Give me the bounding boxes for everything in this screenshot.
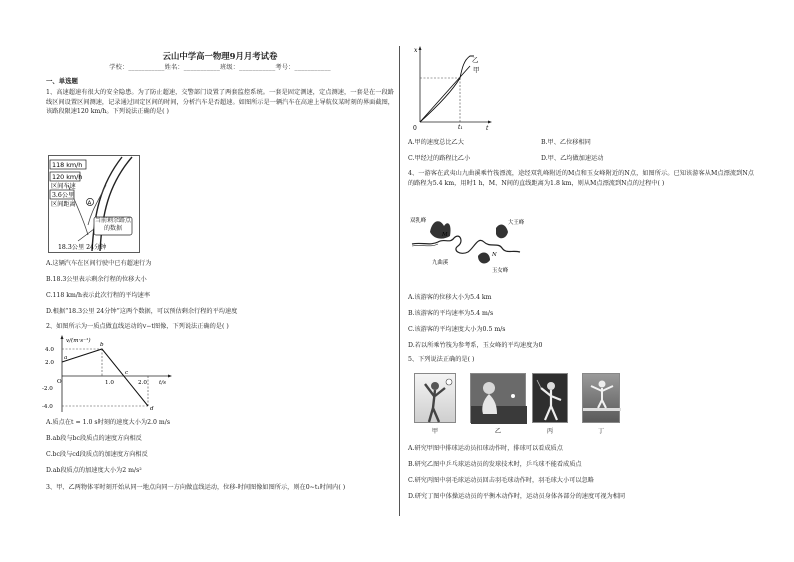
q2-point-a: a <box>64 355 68 361</box>
q2-y-tick-4: 4.0 <box>45 347 54 353</box>
q3-option-b[interactable]: B.甲、乙位移相同 <box>541 139 591 146</box>
q1-option-b[interactable]: B.18.3公里表示剩余行程的位移大小 <box>46 276 147 283</box>
q2-point-b: b <box>100 342 104 348</box>
q1-label-interval-distance: 区间距离 <box>51 201 76 208</box>
q3-origin: 0 <box>413 125 417 132</box>
q5-caption-ding: 丁 <box>597 428 605 435</box>
q4-river-map <box>408 212 528 282</box>
q5-option-d[interactable]: D.研究丁图中体操运动员的平衡木动作时，运动员身体各部分的速度可视为相同 <box>408 493 626 500</box>
q5-photo-volleyball <box>414 373 456 423</box>
pingpong-player-icon <box>471 374 527 424</box>
q2-y-axis-label: v/(m·s⁻¹) <box>66 338 91 344</box>
q2-y-tick-neg2: -2.0 <box>42 386 53 392</box>
q2-origin: O <box>57 379 62 385</box>
q1-label-interval-speed: 区间车速 <box>51 183 76 190</box>
q3-x-axis-label: t <box>486 125 489 132</box>
q2-option-b[interactable]: B.ab段与bc段质点的速度方向相反 <box>46 435 142 442</box>
q1-label-distance-value: 3.6公里 <box>52 192 75 199</box>
q2-vt-graph <box>40 334 180 414</box>
q3-t1-label: t₁ <box>458 124 463 131</box>
q1-speed1-label: 118 km/h <box>52 161 83 169</box>
q1-navigation-figure <box>48 155 140 253</box>
q4-peak1-label: 双乳峰 <box>410 218 427 224</box>
q1-speed2-label: 120 km/h <box>52 173 83 181</box>
q3-option-c[interactable]: C.甲经过的路程比乙小 <box>408 155 471 162</box>
section-heading-single-choice: 一、单选题 <box>46 77 78 85</box>
q3-option-a[interactable]: A.甲的速度总比乙大 <box>408 139 464 146</box>
q2-option-d[interactable]: D.ab段质点的加速度大小为2 m/s² <box>46 467 142 474</box>
q2-y-tick-2: 2.0 <box>45 360 54 366</box>
q3-stem: 3、甲、乙两物体零时刻开始从同一地点向同一方向做直线运动，位移-时间图像如图所示，则在0~t₁时间内( ) <box>46 484 346 491</box>
q4-option-b[interactable]: B.该游客的平均速率为5.4 m/s <box>408 310 494 317</box>
q4-peak3-label: 玉女峰 <box>492 268 509 274</box>
q3-xt-graph <box>410 44 496 132</box>
q2-x-tick-2: 2.0 <box>138 380 147 386</box>
q5-option-a[interactable]: A.研究甲图中排球运动员扣球动作时，排球可以看成质点 <box>408 445 563 452</box>
q5-photo-balance-beam <box>582 373 620 423</box>
q5-caption-jia: 甲 <box>431 428 439 435</box>
q4-stream-label: 九曲溪 <box>432 260 449 266</box>
q5-photo-badminton <box>532 373 568 423</box>
student-info-line: 学校：___________姓名：___________班级：___________考号：___________ <box>109 64 331 71</box>
q1-option-c[interactable]: C.118 km/h表示此次行程的平均速率 <box>46 292 151 299</box>
exam-title: 云山中学高一物理9月月考试卷 <box>162 51 278 61</box>
q5-caption-yi: 乙 <box>494 428 502 435</box>
q2-stem: 2、如图所示为一质点做直线运动的v−t图像，下列说法正确的是( ) <box>46 323 229 330</box>
q2-y-tick-neg4: -4.0 <box>42 404 53 410</box>
gymnast-icon <box>583 374 621 424</box>
q2-x-axis-label: t/s <box>159 380 167 386</box>
q4-stem: 4、一游客在武夷山九曲溪乘竹筏漂流，途经双乳峰附近的M点和玉女峰附近的N点，如图所示。已知该游客从M点漂流到N点的路程为5.4 km，用时1 h，M、N间的直线距离为1.8 km，则从M点漂流到N点的过程中( ) <box>408 170 754 187</box>
q2-point-d: d <box>150 406 154 412</box>
q3-y-axis-label: x <box>414 47 418 54</box>
q5-option-c[interactable]: C.研究丙图中羽毛球运动员回击羽毛球动作时，羽毛球大小可以忽略 <box>408 477 594 484</box>
q5-stem: 5、下列说法正确的是( ) <box>408 356 475 363</box>
q3-label-jia: 甲 <box>473 66 480 74</box>
q1-stem: 1、高速超速有很大的安全隐患。为了防止超速，交警部门设置了两套监控系统。一套是固定测速，定点测速，一套是在一段路线区间设置区间测速，记录通过固定区间的时间，分析汽车是否超速。如图所示是一辆汽车在高速上导航仪某时刻的界面截图，该路段限速120 km/h。下列说法正确的是( ) <box>46 89 394 116</box>
q5-photo-pingpong <box>470 373 526 423</box>
q1-option-a[interactable]: A.这辆汽车在区间行驶中已有超速行为 <box>46 260 152 267</box>
q1-lane-marker: A <box>87 200 92 207</box>
volleyball-player-icon <box>415 374 457 424</box>
q1-bubble-label: 当前剩余路点的数据 <box>95 217 131 232</box>
q4-point-n: N <box>492 252 497 258</box>
q4-point-m: M <box>442 232 448 238</box>
q2-option-c[interactable]: C.bc段与cd段质点的加速度方向相反 <box>46 451 148 458</box>
q1-option-d[interactable]: D.根据“18.3公里 24分钟”这两个数据，可以预估剩余行程的平均速度 <box>46 308 238 315</box>
q5-option-b[interactable]: B.研究乙图中乒乓球运动员的发球技术时，乒乓球不能看成质点 <box>408 461 582 468</box>
q4-option-a[interactable]: A.该游客的位移大小为5.4 km <box>408 294 492 301</box>
q3-label-yi: 乙 <box>472 56 479 64</box>
q1-bottom-label: 18.3公里 24分钟 <box>58 244 107 251</box>
column-divider <box>399 46 400 516</box>
q2-x-tick-1: 1.0 <box>105 380 114 386</box>
badminton-player-icon <box>533 374 569 424</box>
q2-point-c: c <box>125 370 129 376</box>
q4-peak2-label: 大王峰 <box>508 220 525 226</box>
q4-option-d[interactable]: D.若以所乘竹筏为参考系，玉女峰的平均速度为0 <box>408 342 543 349</box>
q5-caption-bing: 丙 <box>546 428 554 435</box>
q2-option-a[interactable]: A.质点在t = 1.0 s时刻的速度大小为2.0 m/s <box>46 419 171 426</box>
q3-option-d[interactable]: D.甲、乙均做加速运动 <box>541 155 604 162</box>
q4-option-c[interactable]: C.该游客的平均速度大小为0.5 m/s <box>408 326 506 333</box>
